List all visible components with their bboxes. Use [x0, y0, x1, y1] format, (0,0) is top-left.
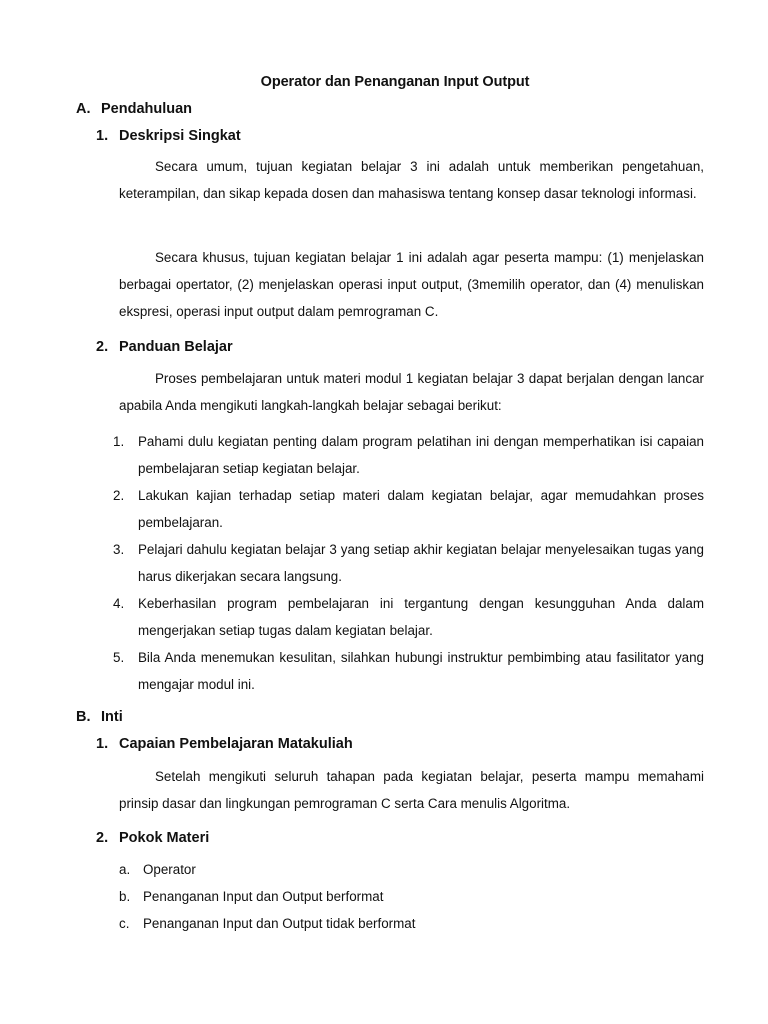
subsection-heading-pokok-materi: [96, 830, 209, 846]
list-item-text: Lakukan kajian terhadap setiap materi dalam kegiatan belajar, agar memudahkan proses pembelajaran.: [138, 488, 704, 530]
subsection-title: Pokok Materi: [119, 830, 210, 846]
list-item-text: Pelajari dahulu kegiatan belajar 3 yang setiap akhir kegiatan belajar menyelesaikan tugas yang harus dikerjakan secara langsung.: [138, 542, 704, 584]
list-item: [113, 590, 704, 644]
paragraph: Secara khusus, tujuan kegiatan belajar 1 ini adalah agar peserta mampu: (1) menjelaskan berbagai opertator, (2) menjelaskan operasi input output, (3memilih operator, dan (4) menuliskan ekspresi, operasi input output dalam pemrograman C.: [119, 250, 704, 319]
subsection-number: 2.: [96, 830, 109, 846]
list-marker: 2.: [113, 488, 125, 503]
list-item-text: Penanganan Input dan Output berformat: [143, 889, 384, 904]
subsection-title: Deskripsi Singkat: [119, 128, 241, 144]
subsection-number: 2.: [96, 339, 109, 355]
subsection-heading-capaian-pembelajaran: [96, 736, 353, 752]
subsection-heading-panduan-belajar: [96, 339, 233, 355]
list-marker: 5.: [113, 650, 125, 665]
section-title: Pendahuluan: [101, 101, 193, 117]
list-marker: b.: [119, 889, 131, 904]
section-letter: B.: [76, 709, 91, 725]
list-item: [113, 536, 704, 590]
list-item-text: Keberhasilan program pembelajaran ini tergantung dengan kesungguhan Anda dalam mengerjakan setiap tugas dalam kegiatan belajar.: [138, 596, 704, 638]
list-item: [119, 856, 704, 883]
numbered-list: [113, 428, 704, 698]
list-marker: a.: [119, 862, 131, 877]
paragraph: Secara umum, tujuan kegiatan belajar 3 ini adalah untuk memberikan pengetahuan, keterampilan, dan sikap kepada dosen dan mahasiswa tentang konsep dasar teknologi informasi.: [119, 159, 704, 201]
section-title: Inti: [101, 709, 123, 725]
list-item-text: Penanganan Input dan Output tidak berformat: [143, 916, 416, 931]
list-marker: c.: [119, 916, 130, 931]
list-item: [113, 428, 704, 482]
list-item: [113, 644, 704, 698]
list-marker: 3.: [113, 542, 125, 557]
section-heading-inti: [76, 709, 123, 725]
section-heading-pendahuluan: [76, 101, 192, 117]
list-item: [113, 482, 704, 536]
lettered-list: [119, 856, 704, 937]
subsection-title: Panduan Belajar: [119, 339, 233, 355]
paragraph: Setelah mengikuti seluruh tahapan pada kegiatan belajar, peserta mampu memahami prinsip dasar dan lingkungan pemrograman C serta Cara menulis Algoritma.: [119, 769, 704, 811]
list-item-text: Operator: [143, 862, 196, 877]
subsection-title: Capaian Pembelajaran Matakuliah: [119, 736, 353, 752]
document-title: Operator dan Penanganan Input Output: [260, 74, 530, 90]
list-item: [119, 910, 704, 937]
list-marker: 1.: [113, 434, 125, 449]
subsection-heading-deskripsi-singkat: [96, 128, 241, 144]
paragraph: Proses pembelajaran untuk materi modul 1 kegiatan belajar 3 dapat berjalan dengan lancar apabila Anda mengikuti langkah-langkah belajar sebagai berikut:: [119, 371, 704, 413]
list-marker: 4.: [113, 596, 125, 611]
list-item-text: Pahami dulu kegiatan penting dalam program pelatihan ini dengan memperhatikan isi capaian pembelajaran setiap kegiatan belajar.: [138, 434, 704, 476]
subsection-number: 1.: [96, 128, 109, 144]
list-item-text: Bila Anda menemukan kesulitan, silahkan hubungi instruktur pembimbing atau fasilitator yang mengajar modul ini.: [138, 650, 704, 692]
section-letter: A.: [76, 101, 91, 117]
list-item: [119, 883, 704, 910]
subsection-number: 1.: [96, 736, 109, 752]
